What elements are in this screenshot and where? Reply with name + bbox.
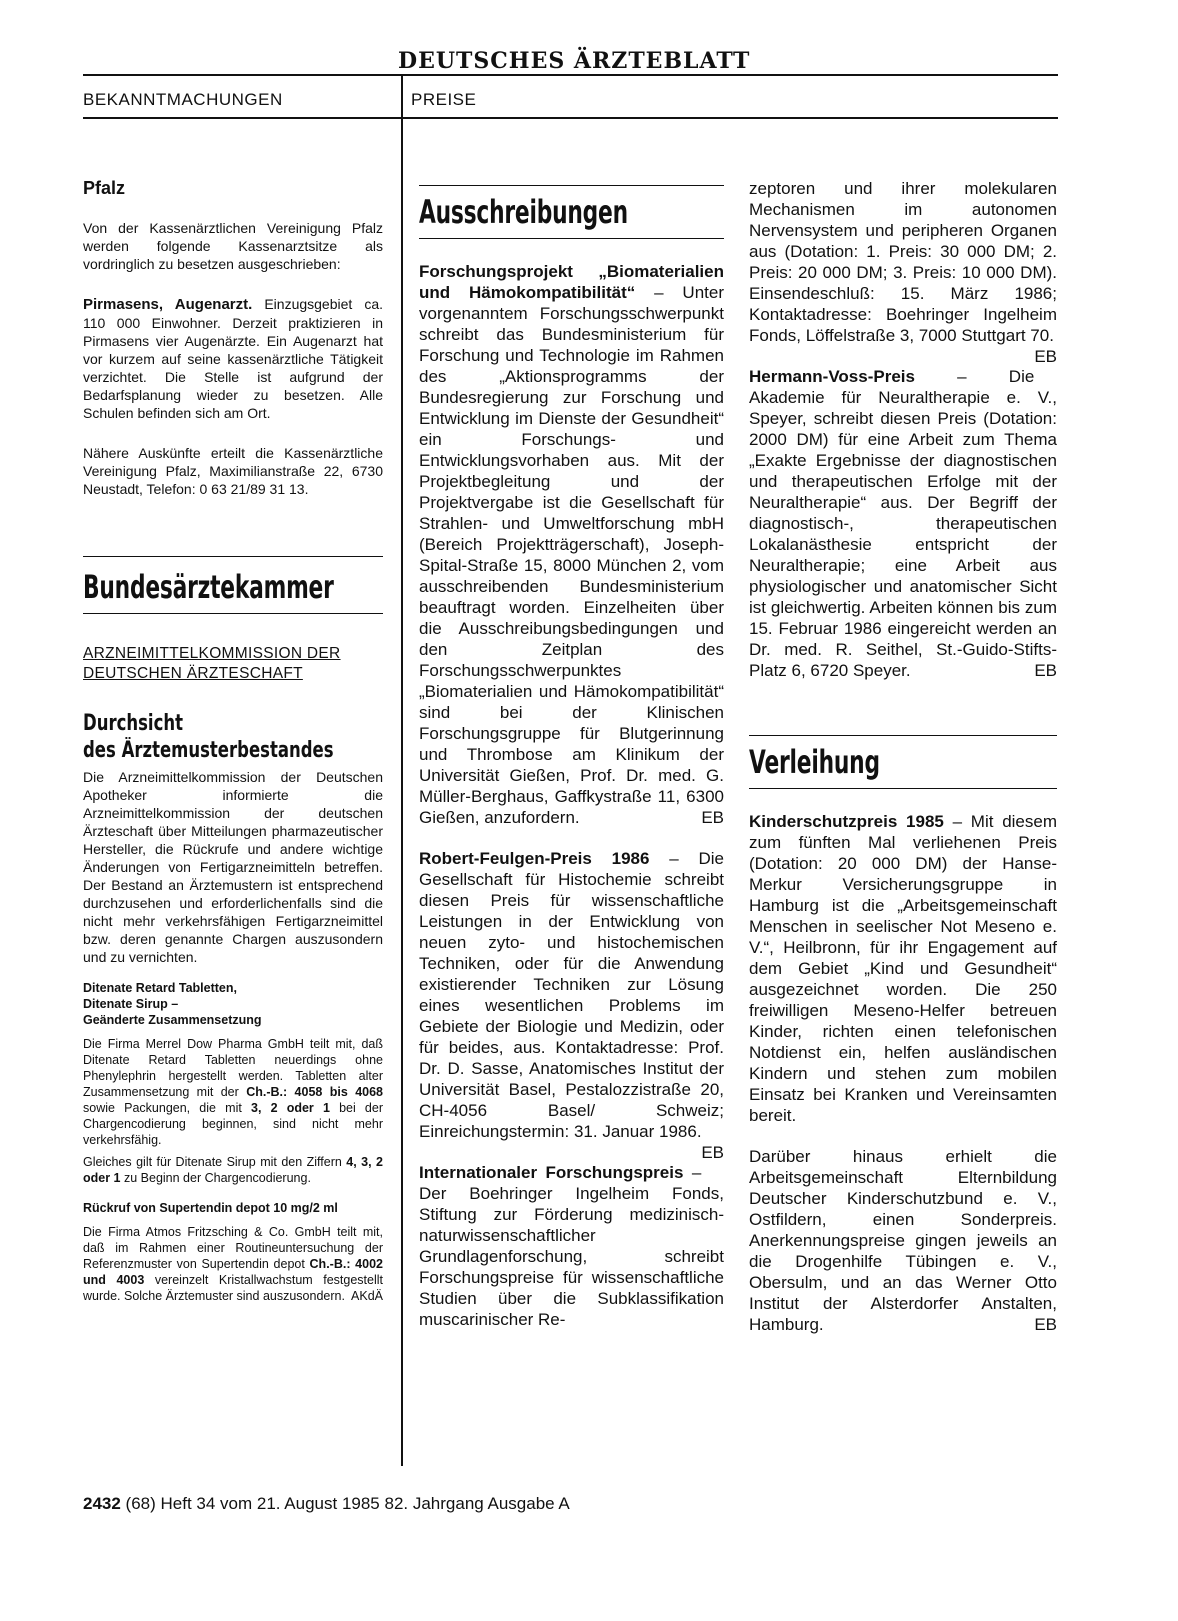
ditenate-p2-text-c: zu Beginn der Chargencodierung. — [120, 1171, 311, 1185]
ditenate-heading-3: Geänderte Zusammensetzung — [83, 1013, 262, 1027]
right-column — [749, 178, 1057, 1335]
akda-heading-line-2: DEUTSCHEN ÄRZTESCHAFT — [83, 665, 303, 682]
section-rule — [83, 117, 1058, 119]
eb-signature: EB — [1034, 661, 1057, 680]
masthead: DEUTSCHES ÄRZTEBLATT — [398, 48, 751, 74]
rueckruf-heading: Rückruf von Supertendin depot 10 mg/2 ml — [83, 1201, 338, 1215]
left-column — [83, 178, 383, 1304]
intl-preis-text: – Der Boehringer Ingelheim Fonds, Stiftung zur Förderung medizinisch-naturwissenschaftlicher Grundlagenforschung, schreibt Forschungspreise für wissenschaftliche Studien über die Subklassifikation muscarinischer Re- — [419, 1163, 724, 1329]
ditenate-p1-text-e: bei der Chargencodierung beginnen, sind nicht mehr verkehrsfähig. — [83, 1101, 384, 1147]
akda-heading-line-1: ARZNEIMITTELKOMMISSION DER — [83, 645, 341, 662]
ditenate-paragraph-1 — [83, 1036, 383, 1148]
pirmasens-text: Einzugsgebiet ca. 110 000 Einwohner. Derzeit praktizieren in Pirmasens vier Augenärzte. Ein Augenarzt hat vor kurzem auf seine kassenärztliche Tätigkeit verzichtet. Die Stelle ist aufgrund der Bedarfsplanung wieder zu besetzen. Alle Schulen befinden sich am Ort. — [83, 296, 383, 421]
akda-signature: AKdÄ — [351, 1289, 383, 1303]
ausschreibungen-rule-bottom — [419, 238, 724, 239]
forschungsprojekt-text: – Unter vorgenanntem Forschungsschwerpunkt schreibt das Bundesministerium für Forschung und Technologie im Rahmen des „Aktionsprogramms der Bundesregierung zur Forschung und Entwicklung im Dienste der Gesundheit“ ein Forschungs- und Entwicklungsvorhaben aus. Mit der Projektbegleitung und der Projektvergabe ist die Gesellschaft für Strahlen- und Umweltforschung mbH (Bereich Projektträgerschaft), Joseph-Spital-Straße 15, 8000 München 2, vom ausschreibenden Bundesministerium beauftragt worden. Einzelheiten über die Ausschreibungsbedingungen und den Zeitplan des Forschungsschwerpunktes „Biomaterialien und Hämokompatibilität“ sind bei der Klinischen Forschungsgruppe für Blutgerinnung und Thrombose am Klinikum der Universität Gießen, Prof. Dr. med. G. Müller-Berghaus, Gaffkystraße 11, 6300 Gießen, anzufordern. — [419, 283, 724, 827]
verleihung-rule-top — [749, 735, 1057, 736]
intl-preis-paragraph — [419, 1162, 724, 1330]
voss-paragraph — [749, 366, 1057, 681]
pfalz-intro: Von der Kassenärztlichen Vereinigung Pfalz werden folgende Kassenarztsitze als vordringlich zu besetzen ausgeschrieben: — [83, 220, 383, 272]
page-footer — [83, 1494, 570, 1514]
durchsicht-line-2: des Ärztemusterbestandes — [83, 738, 334, 763]
pirmasens-paragraph — [83, 295, 383, 422]
section-label-bekanntmachungen: BEKANNTMACHUNGEN — [83, 90, 283, 109]
verleihung-rule-bottom — [749, 788, 1057, 789]
rueckruf-paragraph — [83, 1224, 383, 1304]
bak-rule-top — [83, 556, 383, 557]
feulgen-text: – Die Gesellschaft für Histochemie schreibt diesen Preis für wissenschaftliche Leistungen in der Entwicklung von neuen zyto- und histochemischen Techniken, oder für die Anwendung existierender Techniken zur Lösung eines wesentlichen Problems im Gebiete der Biologie und Medizin, oder für beides, aus. Kontaktadresse: Prof. Dr. D. Sasse, Anatomisches Institut der Universität Basel, Pestalozzistraße 20, CH-4056 Basel/ Schweiz; Einreichungstermin: 31. Januar 1986. — [419, 849, 724, 1141]
ditenate-heading-2: Ditenate Sirup – — [83, 997, 179, 1011]
eb-signature: EB — [1034, 347, 1057, 366]
durchsicht-text: Die Arzneimittelkommission der Deutschen Apotheker informierte die Arzneimittelkommission der deutschen Ärzteschaft über Mitteilungen pharmazeutischer Hersteller, die Rückrufe und andere wichtige Änderungen von Fertigarzneimitteln betreffen. Der Bestand an Ärztemustern ist entsprechend durchzusehen und erforderlichenfalls sind die nicht mehr verkehrsfähigen Fertigarzneimittel bzw. deren genannte Chargen auszusondern und zu vernichten. — [83, 769, 383, 965]
feulgen-paragraph — [419, 848, 724, 1162]
durchsicht-heading — [83, 710, 383, 764]
feulgen-lead: Robert-Feulgen-Preis 1986 — [419, 849, 650, 868]
akda-heading — [83, 644, 383, 684]
ditenate-p1-text-c: sowie Packungen, die mit — [83, 1101, 251, 1115]
voss-text: – Die Akademie für Neuraltherapie e. V., Speyer, schreibt diesen Preis (Dotation: 2000 DM) für eine Arbeit zum Thema „Exakte Ergebnisse der diagnostischen und therapeutischen Erfolge mit der Neuraltherapie“ aus. Der Begriff der diagnostisch-, therapeutischen Lokalanästhesie entspricht der Neuraltherapie; eine Arbeit aus physiologischer und anatomischer Sicht ist gleichwertig. Arbeiten können bis zum 15. Februar 1986 eingereicht werden an Dr. med. R. Seithel, St.-Guido-Stifts-Platz 6, 6720 Speyer. — [749, 367, 1057, 680]
darueber-paragraph — [749, 1146, 1057, 1335]
pirmasens-lead: Pirmasens, Augenarzt. — [83, 296, 253, 313]
bak-rule-bottom — [83, 613, 383, 614]
ausschreibungen-title: Ausschreibungen — [419, 193, 628, 231]
intl-preis-cont-text: zeptoren und ihrer molekularen Mechanismen im autonomen Nervensystem und peripheren Organen aus (Dotation: 1. Preis: 30 000 DM; 2. Preis: 20 000 DM; 3. Preis: 10 000 DM). Einsendeschluß: 15. März 1986; Kontaktadresse: Boehringer Ingelheim Fonds, Löffelstraße 3, 7000 Stuttgart 70. — [749, 179, 1057, 345]
ausschreibungen-rule-top — [419, 185, 724, 186]
kinderschutz-text: – Mit diesem zum fünften Mal verliehenen Preis (Dotation: 20 000 DM) der Hanse-Merkur Versicherungsgruppe in Hamburg ist die „Arbeitsgemeinschaft Menschen in seelischer Not Meseno e. V.“, Heilbronn, für ihr Engagement auf dem Gebiet „Kind und Gesundheit“ ausgezeichnet worden. Die 250 freiwilligen Meseno-Helfer betreuen Kinder, richten einen telefonischen Notdienst ein, helfen ausländischen Kindern und stehen zum mobilen Einsatz bei Kranken und Vereinsamten bereit. — [749, 812, 1057, 1125]
verleihung-title: Verleihung — [749, 743, 880, 781]
eb-signature: EB — [701, 1143, 724, 1162]
ditenate-p1-text-a: Die Firma Merrel Dow Pharma GmbH teilt mit, daß Ditenate Retard Tabletten neuerdings ohne Phenylephrin hergestellt werden. Tabletten alter Zusammensetzung mit der — [83, 1037, 383, 1099]
section-label-preise: PREISE — [411, 90, 477, 109]
voss-lead: Hermann-Voss-Preis — [749, 367, 915, 386]
rueckruf-text-a: Die Firma Atmos Fritzsching & Co. GmbH teilt mit, daß im Rahmen einer Routineuntersuchung der Referenzmuster von Supertendin depot — [83, 1225, 383, 1271]
ditenate-charge-range: Ch.-B.: 4058 bis 4068 — [246, 1085, 384, 1099]
masthead-rule — [83, 74, 1058, 76]
pfalz-heading: Pfalz — [83, 178, 126, 198]
ditenate-charge-codes: 3, 2 oder 1 — [251, 1101, 330, 1115]
durchsicht-line-1: Durchsicht — [83, 711, 184, 736]
intl-preis-continuation — [749, 178, 1057, 366]
intl-preis-lead: Internationaler Forschungspreis — [419, 1163, 684, 1182]
middle-column — [419, 178, 724, 1330]
forschungsprojekt-lead: Forschungsprojekt „Biomaterialien und Hämokompatibilität“ — [419, 262, 724, 302]
eb-signature: EB — [701, 808, 724, 827]
rueckruf-text-c: vereinzelt Kristallwachstum festgestellt wurde. Solche Ärztemuster sind auszusondern. — [83, 1273, 383, 1303]
pfalz-contact: Nähere Auskünfte erteilt die Kassenärztliche Vereinigung Pfalz, Maximilianstraße 22, 6730 Neustadt, Telefon: 0 63 21/89 31 13. — [83, 445, 383, 497]
ditenate-p2-text-a: Gleiches gilt für Ditenate Sirup mit den Ziffern — [83, 1155, 347, 1169]
kinderschutz-paragraph — [749, 811, 1057, 1126]
rueckruf-charges: Ch.-B.: 4002 und 4003 — [83, 1257, 383, 1287]
forschungsprojekt-paragraph — [419, 261, 724, 828]
bundesaerztekammer-title: Bundesärztekammer — [83, 568, 334, 606]
eb-signature: EB — [1034, 1315, 1057, 1334]
ditenate-heading-1: Ditenate Retard Tabletten, — [83, 981, 237, 995]
ditenate-sirup-codes: 4, 3, 2 oder 1 — [83, 1155, 383, 1185]
page-number: 2432 — [83, 1494, 121, 1513]
ditenate-paragraph-2 — [83, 1154, 383, 1186]
darueber-text: Darüber hinaus erhielt die Arbeitsgemeinschaft Elternbildung Deutscher Kinderschutzbund e. V., Ostfildern, einen Sonderpreis. Anerkennungspreise gingen jeweils an die Drogenhilfe Tübingen e. V., Obersulm, und an das Werner Otto Institut der Alsterdorfer Anstalten, Hamburg. — [749, 1147, 1057, 1334]
kinderschutz-lead: Kinderschutzpreis 1985 — [749, 812, 944, 831]
ditenate-heading — [83, 980, 383, 1028]
column-divider — [401, 76, 403, 1466]
issue-info: (68) Heft 34 vom 21. August 1985 82. Jahrgang Ausgabe A — [120, 1494, 570, 1513]
